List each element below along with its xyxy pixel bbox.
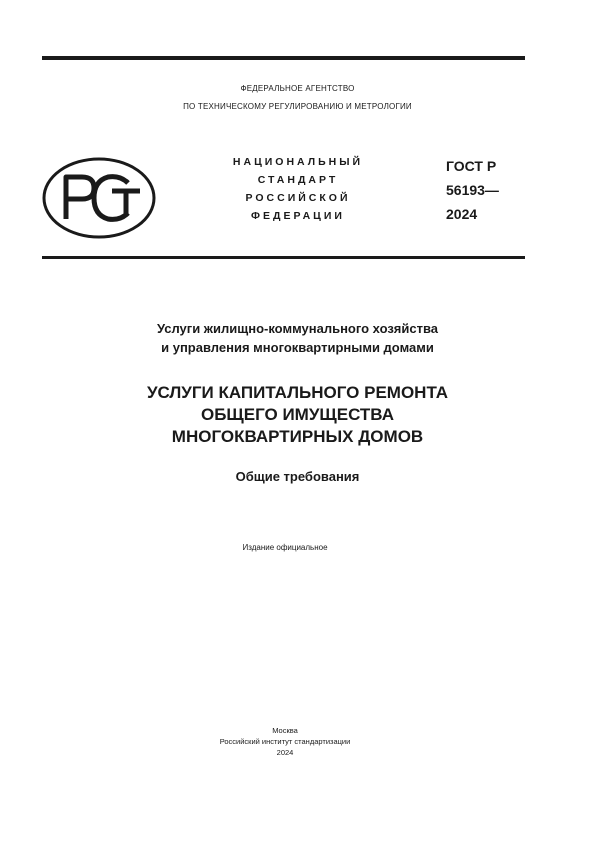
publisher-name: Российский институт стандартизации [219,737,351,746]
official-edition-note: Издание официальное [242,543,328,552]
middle-rule [42,256,525,259]
publication-year: 2024 [276,748,294,757]
standard-type-line-4: ФЕДЕРАЦИИ [251,210,345,222]
document-title-line-3: МНОГОКВАРТИРНЫХ ДОМОВ [171,427,424,446]
top-rule [42,56,525,60]
standard-code-number: 56193— [446,182,499,198]
agency-name-line-1: ФЕДЕРАЛЬНОЕ АГЕНТСТВО [240,84,355,93]
agency-name-line-2: ПО ТЕХНИЧЕСКОМУ РЕГУЛИРОВАНИЮ И МЕТРОЛОГИИ [183,102,412,111]
document-title-line-2: ОБЩЕГО ИМУЩЕСТВА [200,405,395,424]
standard-type-line-2: СТАНДАРТ [257,174,339,186]
standard-type-line-3: РОССИЙСКОЙ [245,192,351,204]
standard-code-year: 2024 [446,206,478,222]
document-subtitle-line-1: Услуги жилищно-коммунального хозяйства [156,321,439,336]
document-requirements-heading: Общие требования [235,469,360,484]
rst-certification-mark-icon [42,157,156,239]
standard-code-prefix: ГОСТ Р [446,158,497,174]
document-subtitle-line-2: и управления многоквартирными домами [161,340,434,355]
document-title-line-1: УСЛУГИ КАПИТАЛЬНОГО РЕМОНТА [146,383,449,402]
publication-city: Москва [272,726,298,735]
standard-type-line-1: НАЦИОНАЛЬНЫЙ [232,156,364,168]
